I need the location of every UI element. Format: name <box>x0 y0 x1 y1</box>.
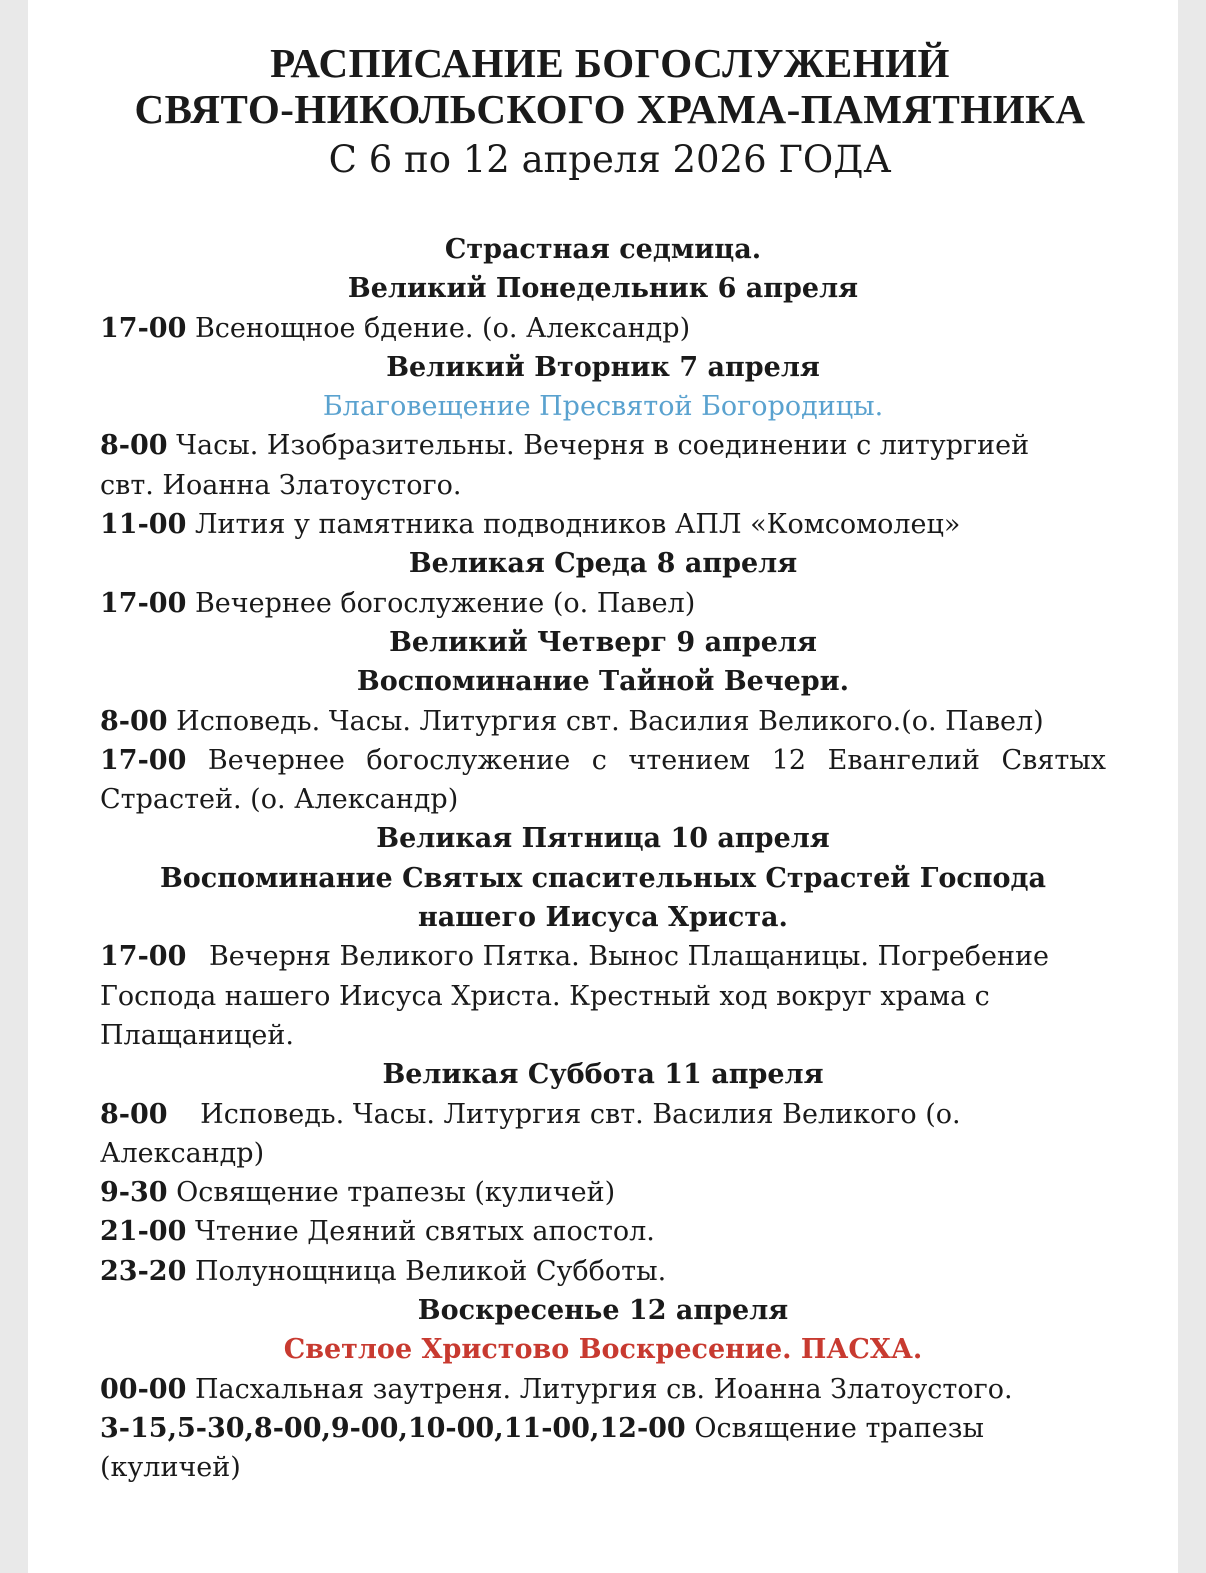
schedule-item <box>100 309 1106 348</box>
item-text-continued: Господа нашего Иисуса Христа. Крестный ход вокруг храма с <box>100 980 990 1012</box>
schedule-document <box>28 0 1178 1573</box>
item-text-continued: свт. Иоанна Златоустого. <box>100 469 462 501</box>
item-text: Вечернее богослужение с чтением 12 Евангелий Святых <box>207 744 1106 776</box>
item-text: Всенощное бдение. (о. Александр) <box>194 312 691 344</box>
date-range: С 6 по 12 апреля 2026 ГОДА <box>328 138 892 181</box>
item-text: Освящение трапезы <box>694 1412 984 1444</box>
item-time: 17-00 <box>100 587 187 619</box>
item-text: Пасхальная заутреня. Литургия св. Иоанна Златоустого. <box>194 1373 1013 1405</box>
day-heading-thu: Великий Четверг 9 апреля <box>389 626 817 658</box>
item-text-continued: Плащаницей. <box>100 1019 294 1051</box>
item-time: 8-00 <box>100 705 168 737</box>
feast-pascha: Светлое Христово Воскресение. ПАСХА. <box>283 1334 923 1366</box>
item-time: 11-00 <box>100 509 187 541</box>
day-heading-tue: Великий Вторник 7 апреля <box>386 351 820 383</box>
item-time: 17-00 <box>100 312 187 344</box>
item-time: 17-00 <box>100 941 187 973</box>
day-heading-mon: Великий Понедельник 6 апреля <box>347 273 859 305</box>
item-text-continued: Александр) <box>100 1137 265 1169</box>
item-text: Лития у памятника подводников АПЛ «Комсомолец» <box>194 509 961 541</box>
title-line-2: СВЯТО-НИКОЛЬСКОГО ХРАМА-ПАМЯТНИКА <box>134 86 1086 132</box>
schedule-item <box>100 741 1106 780</box>
schedule-body <box>100 230 1106 1488</box>
item-text: Исповедь. Часы. Литургия свт. Василия Великого (о. <box>200 1098 961 1130</box>
schedule-item <box>100 505 1106 544</box>
item-time: 8-00 <box>100 1098 168 1130</box>
schedule-item <box>100 1409 1106 1448</box>
item-time: 9-30 <box>100 1177 168 1209</box>
day-heading-sat: Великая Суббота 11 апреля <box>382 1059 824 1091</box>
schedule-item <box>100 584 1106 623</box>
item-text-continued: Страстей. (о. Александр) <box>100 784 459 816</box>
schedule-item <box>100 1370 1106 1409</box>
schedule-item <box>100 1212 1106 1251</box>
item-text: Часы. Изобразительны. Вечерня в соединении с литургией <box>176 430 1030 462</box>
schedule-item <box>100 702 1106 741</box>
item-text: Вечернее богослужение (о. Павел) <box>194 587 696 619</box>
item-time: 23-20 <box>100 1255 187 1287</box>
schedule-item <box>100 937 1106 976</box>
item-text-continued: (куличей) <box>100 1452 241 1484</box>
item-time: 21-00 <box>100 1216 187 1248</box>
schedule-item <box>100 426 1106 465</box>
item-time: 17-00 <box>100 744 187 776</box>
item-time: 00-00 <box>100 1373 187 1405</box>
feast-annunciation: Благовещение Пресвятой Богородицы. <box>322 391 884 423</box>
schedule-item <box>100 1095 1106 1134</box>
item-text: Вечерня Великого Пятка. Вынос Плащаницы. Погребение <box>208 941 1049 973</box>
week-title: Страстная седмица. <box>444 234 762 265</box>
schedule-item <box>100 1173 1106 1212</box>
day-subheading-fri-1: Воспоминание Святых спасительных Страстей Господа <box>159 862 1047 894</box>
item-text: Освящение трапезы (куличей) <box>176 1177 616 1209</box>
item-time: 8-00 <box>100 430 168 462</box>
day-heading-fri: Великая Пятница 10 апреля <box>376 823 830 855</box>
item-time: 3-15,5-30,8-00,9-00,10-00,11-00,12-00 <box>100 1412 686 1444</box>
day-subheading-thu: Воспоминание Тайной Вечери. <box>356 666 850 698</box>
day-heading-wed: Великая Среда 8 апреля <box>408 548 798 580</box>
title-block <box>114 40 1106 188</box>
item-text: Полунощница Великой Субботы. <box>194 1255 667 1287</box>
day-subheading-fri-2: нашего Иисуса Христа. <box>418 902 788 934</box>
day-heading-sun: Воскресенье 12 апреля <box>417 1295 789 1327</box>
title-line-1: РАСПИСАНИЕ БОГОСЛУЖЕНИЙ <box>270 40 950 86</box>
item-text: Чтение Деяний святых апостол. <box>194 1216 655 1248</box>
schedule-item <box>100 1252 1106 1291</box>
item-text: Исповедь. Часы. Литургия свт. Василия Великого.(о. Павел) <box>176 705 1044 737</box>
